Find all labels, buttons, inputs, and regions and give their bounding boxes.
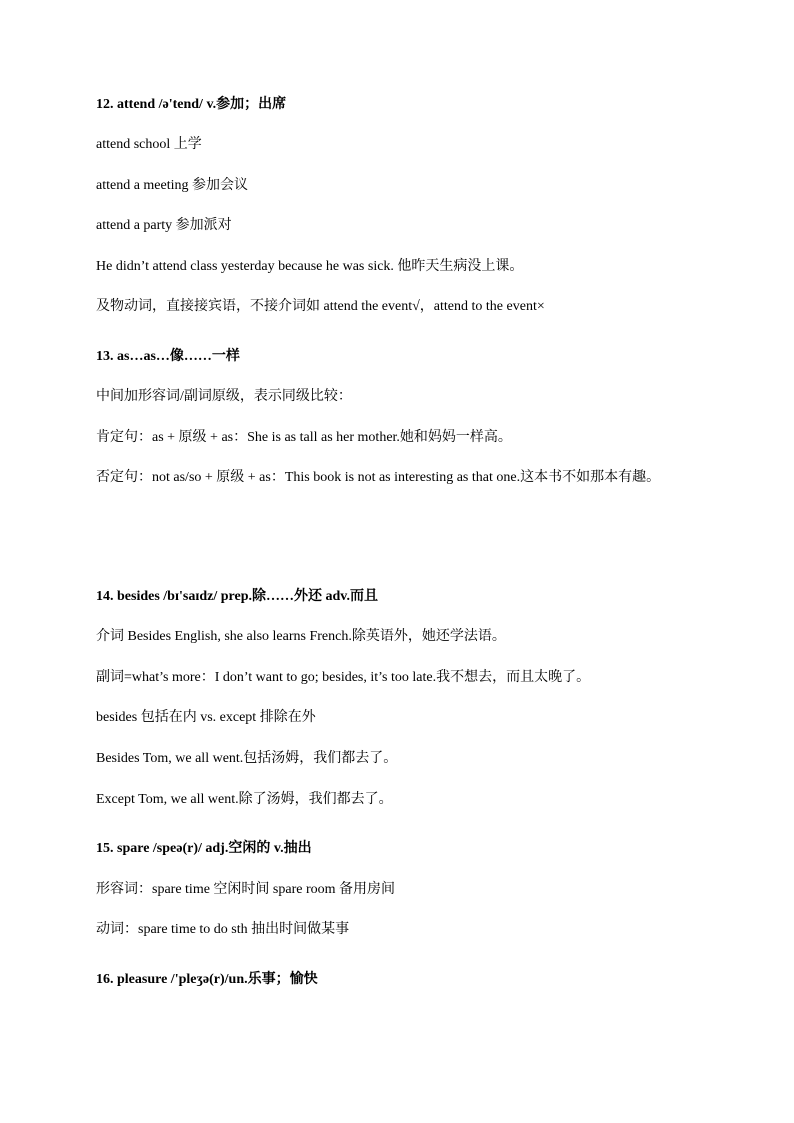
section-heading-spare: 15. spare /speə(r)/ adj.空闲的 v.抽出 [96, 841, 312, 856]
example-line: attend a party 参加派对 [96, 218, 232, 233]
usage-note: 形容词：spare time 空闲时间 spare room 备用房间 [96, 882, 396, 897]
example-line: attend a meeting 参加会议 [96, 178, 249, 193]
section-heading-besides: 14. besides /bɪ'saɪdz/ prep.除……外还 adv.而且 [96, 589, 379, 604]
section-heading-attend: 12. attend /ə'tend/ v.参加；出席 [96, 97, 287, 112]
usage-note: besides 包括在内 vs. except 排除在外 [96, 710, 316, 725]
example-sentence: 介词 Besides English, she also learns French.除英语外，她还学法语。 [96, 629, 506, 644]
usage-note: 及物动词，直接接宾语，不接介词如 attend the event√，attend to the event× [96, 299, 545, 314]
example-sentence: He didn’t attend class yesterday because he was sick. 他昨天生病没上课。 [96, 259, 524, 274]
example-sentence: 肯定句：as + 原级 + as：She is as tall as her mother.她和妈妈一样高。 [96, 430, 512, 445]
example-sentence: Except Tom, we all went.除了汤姆，我们都去了。 [96, 792, 393, 807]
example-sentence: 否定句：not as/so + 原级 + as：This book is not as interesting as that one.这本书不如那本有趣。 [96, 470, 661, 485]
section-heading-as-as: 13. as…as…像……一样 [96, 349, 240, 364]
example-sentence: 副词=what’s more：I don’t want to go; besides, it’s too late.我不想去，而且太晚了。 [96, 670, 591, 685]
usage-note: 动词：spare time to do sth 抽出时间做某事 [96, 922, 350, 937]
example-sentence: Besides Tom, we all went.包括汤姆，我们都去了。 [96, 751, 398, 766]
example-line: attend school 上学 [96, 137, 202, 152]
usage-note: 中间加形容词/副词原级，表示同级比较： [96, 389, 352, 404]
section-heading-pleasure: 16. pleasure /'pleʒə(r)/un.乐事；愉快 [96, 972, 318, 987]
